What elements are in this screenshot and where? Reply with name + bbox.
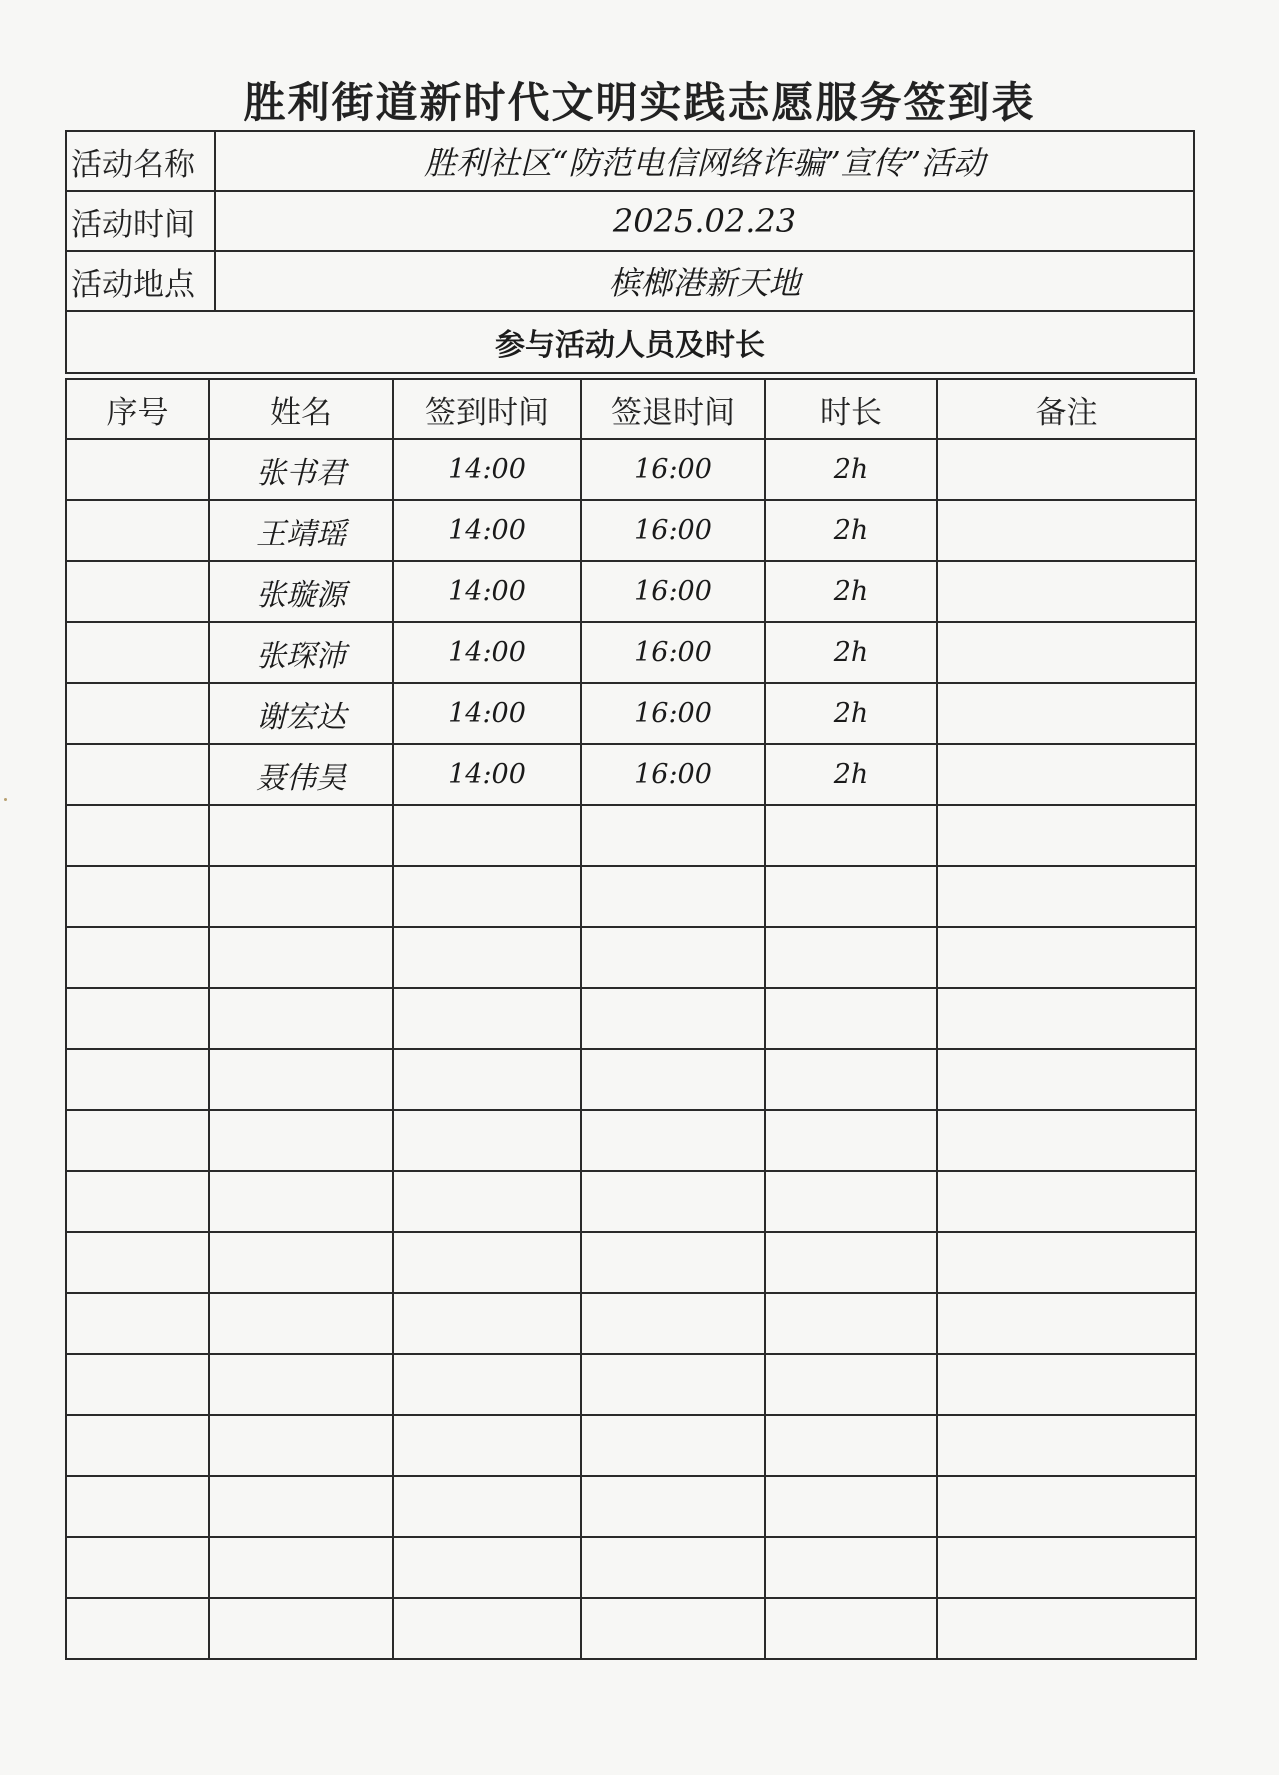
row-number [66, 1232, 209, 1293]
duration [765, 1537, 937, 1598]
table-row [66, 927, 1196, 988]
table-row [66, 988, 1196, 1049]
sign-in-time [393, 1476, 581, 1537]
note [937, 1598, 1196, 1659]
participant-name [209, 1354, 393, 1415]
note [937, 866, 1196, 927]
sheet-title: 胜利街道新时代文明实践志愿服务签到表 [243, 78, 1036, 127]
sign-out-time [581, 988, 765, 1049]
row-number [66, 1171, 209, 1232]
activity-time-label: 活动时间 [66, 191, 215, 251]
duration: 2h [765, 561, 937, 622]
duration: 2h [765, 744, 937, 805]
participant-name [209, 1171, 393, 1232]
row-number [66, 561, 209, 622]
duration [765, 1476, 937, 1537]
row-number [66, 439, 209, 500]
sign-in-time [393, 1110, 581, 1171]
duration: 2h [765, 622, 937, 683]
col-header-note: 备注 [937, 379, 1196, 439]
note [937, 683, 1196, 744]
sign-in-time [393, 1293, 581, 1354]
duration: 2h [765, 439, 937, 500]
duration [765, 1415, 937, 1476]
duration [765, 866, 937, 927]
table-row [66, 622, 1196, 683]
table-row [66, 805, 1196, 866]
col-header-name: 姓名 [209, 379, 393, 439]
note [937, 622, 1196, 683]
duration [765, 927, 937, 988]
note [937, 1415, 1196, 1476]
note [937, 805, 1196, 866]
sign-out-time [581, 866, 765, 927]
note [937, 1232, 1196, 1293]
participants-table [65, 378, 1197, 1660]
activity-place-value: 槟榔港新天地 [215, 251, 1194, 311]
sign-out-time [581, 1293, 765, 1354]
table-row [66, 500, 1196, 561]
table-row [66, 1537, 1196, 1598]
participant-name: 王靖瑶 [209, 500, 393, 561]
participant-name: 谢宏达 [209, 683, 393, 744]
sign-out-time [581, 1049, 765, 1110]
table-row [66, 561, 1196, 622]
sign-out-time: 16:00 [581, 439, 765, 500]
sign-in-time [393, 1171, 581, 1232]
sign-out-time: 16:00 [581, 744, 765, 805]
table-row [66, 683, 1196, 744]
table-row [66, 1598, 1196, 1659]
activity-info-table [65, 130, 1195, 374]
sign-out-time [581, 927, 765, 988]
sign-in-time [393, 1598, 581, 1659]
col-header-number: 序号 [66, 379, 209, 439]
activity-place-row [66, 251, 1194, 311]
row-number [66, 866, 209, 927]
row-number [66, 500, 209, 561]
note [937, 1293, 1196, 1354]
activity-time-row [66, 191, 1194, 251]
participant-name [209, 1598, 393, 1659]
table-header-row [66, 379, 1196, 439]
sign-in-time [393, 988, 581, 1049]
row-number [66, 1476, 209, 1537]
row-number [66, 1537, 209, 1598]
participant-name [209, 988, 393, 1049]
row-number [66, 1049, 209, 1110]
note [937, 1537, 1196, 1598]
note [937, 500, 1196, 561]
sign-out-time [581, 1476, 765, 1537]
sign-out-time [581, 1537, 765, 1598]
sign-in-time: 14:00 [393, 622, 581, 683]
note [937, 1049, 1196, 1110]
activity-name-value: 胜利社区“防范电信网络诈骗”宣传”活动 [215, 131, 1194, 191]
table-row [66, 744, 1196, 805]
row-number [66, 1293, 209, 1354]
sign-out-time: 16:00 [581, 561, 765, 622]
duration [765, 1171, 937, 1232]
sign-out-time [581, 1415, 765, 1476]
activity-place-label: 活动地点 [66, 251, 215, 311]
row-number [66, 988, 209, 1049]
col-header-duration: 时长 [765, 379, 937, 439]
duration [765, 1293, 937, 1354]
duration [765, 805, 937, 866]
sign-out-time [581, 1598, 765, 1659]
sign-in-time: 14:00 [393, 683, 581, 744]
participant-name: 张璇源 [209, 561, 393, 622]
sign-in-time [393, 805, 581, 866]
sign-out-time [581, 1171, 765, 1232]
row-number [66, 744, 209, 805]
note [937, 1354, 1196, 1415]
note [937, 439, 1196, 500]
participant-name [209, 1110, 393, 1171]
table-row [66, 1110, 1196, 1171]
participant-name [209, 927, 393, 988]
participant-name [209, 866, 393, 927]
participant-name [209, 805, 393, 866]
row-number [66, 683, 209, 744]
sign-in-time: 14:00 [393, 744, 581, 805]
row-number [66, 1415, 209, 1476]
note [937, 1110, 1196, 1171]
table-body [66, 439, 1196, 1659]
participant-name [209, 1049, 393, 1110]
duration: 2h [765, 683, 937, 744]
participant-name [209, 1476, 393, 1537]
duration [765, 1598, 937, 1659]
duration [765, 1049, 937, 1110]
sign-in-time: 14:00 [393, 500, 581, 561]
participant-name [209, 1537, 393, 1598]
participant-name [209, 1415, 393, 1476]
row-number [66, 1110, 209, 1171]
sign-in-time [393, 1354, 581, 1415]
duration [765, 1354, 937, 1415]
note [937, 927, 1196, 988]
participant-name [209, 1232, 393, 1293]
row-number [66, 622, 209, 683]
row-number [66, 927, 209, 988]
sign-out-time: 16:00 [581, 500, 765, 561]
sign-in-time: 14:00 [393, 439, 581, 500]
table-row [66, 866, 1196, 927]
sign-out-time [581, 1232, 765, 1293]
paper-speck [4, 798, 7, 801]
note [937, 1476, 1196, 1537]
participant-name [209, 1293, 393, 1354]
col-header-sign-in: 签到时间 [393, 379, 581, 439]
participants-section-title: 参与活动人员及时长 [66, 311, 1194, 373]
table-row [66, 1476, 1196, 1537]
sign-out-time: 16:00 [581, 683, 765, 744]
row-number [66, 1354, 209, 1415]
sign-in-time [393, 1049, 581, 1110]
duration [765, 1110, 937, 1171]
sign-out-time [581, 1354, 765, 1415]
sign-in-time [393, 1415, 581, 1476]
note [937, 744, 1196, 805]
duration: 2h [765, 500, 937, 561]
table-row [66, 1415, 1196, 1476]
sign-in-time [393, 927, 581, 988]
sign-in-time [393, 866, 581, 927]
participant-name: 张琛沛 [209, 622, 393, 683]
activity-time-value: 2025.02.23 [215, 191, 1194, 251]
sign-in-time [393, 1232, 581, 1293]
activity-name-label: 活动名称 [66, 131, 215, 191]
note [937, 988, 1196, 1049]
table-row [66, 1232, 1196, 1293]
sign-out-time [581, 1110, 765, 1171]
col-header-sign-out: 签退时间 [581, 379, 765, 439]
participant-name: 张书君 [209, 439, 393, 500]
section-title-row [66, 311, 1194, 373]
duration [765, 1232, 937, 1293]
row-number [66, 805, 209, 866]
sign-in-time [393, 1537, 581, 1598]
table-row [66, 1171, 1196, 1232]
table-row [66, 1354, 1196, 1415]
sign-out-time: 16:00 [581, 622, 765, 683]
note [937, 561, 1196, 622]
table-row [66, 1293, 1196, 1354]
note [937, 1171, 1196, 1232]
activity-name-row [66, 131, 1194, 191]
participant-name: 聂伟昊 [209, 744, 393, 805]
duration [765, 988, 937, 1049]
sign-out-time [581, 805, 765, 866]
sign-in-time: 14:00 [393, 561, 581, 622]
row-number [66, 1598, 209, 1659]
table-row [66, 1049, 1196, 1110]
table-row [66, 439, 1196, 500]
